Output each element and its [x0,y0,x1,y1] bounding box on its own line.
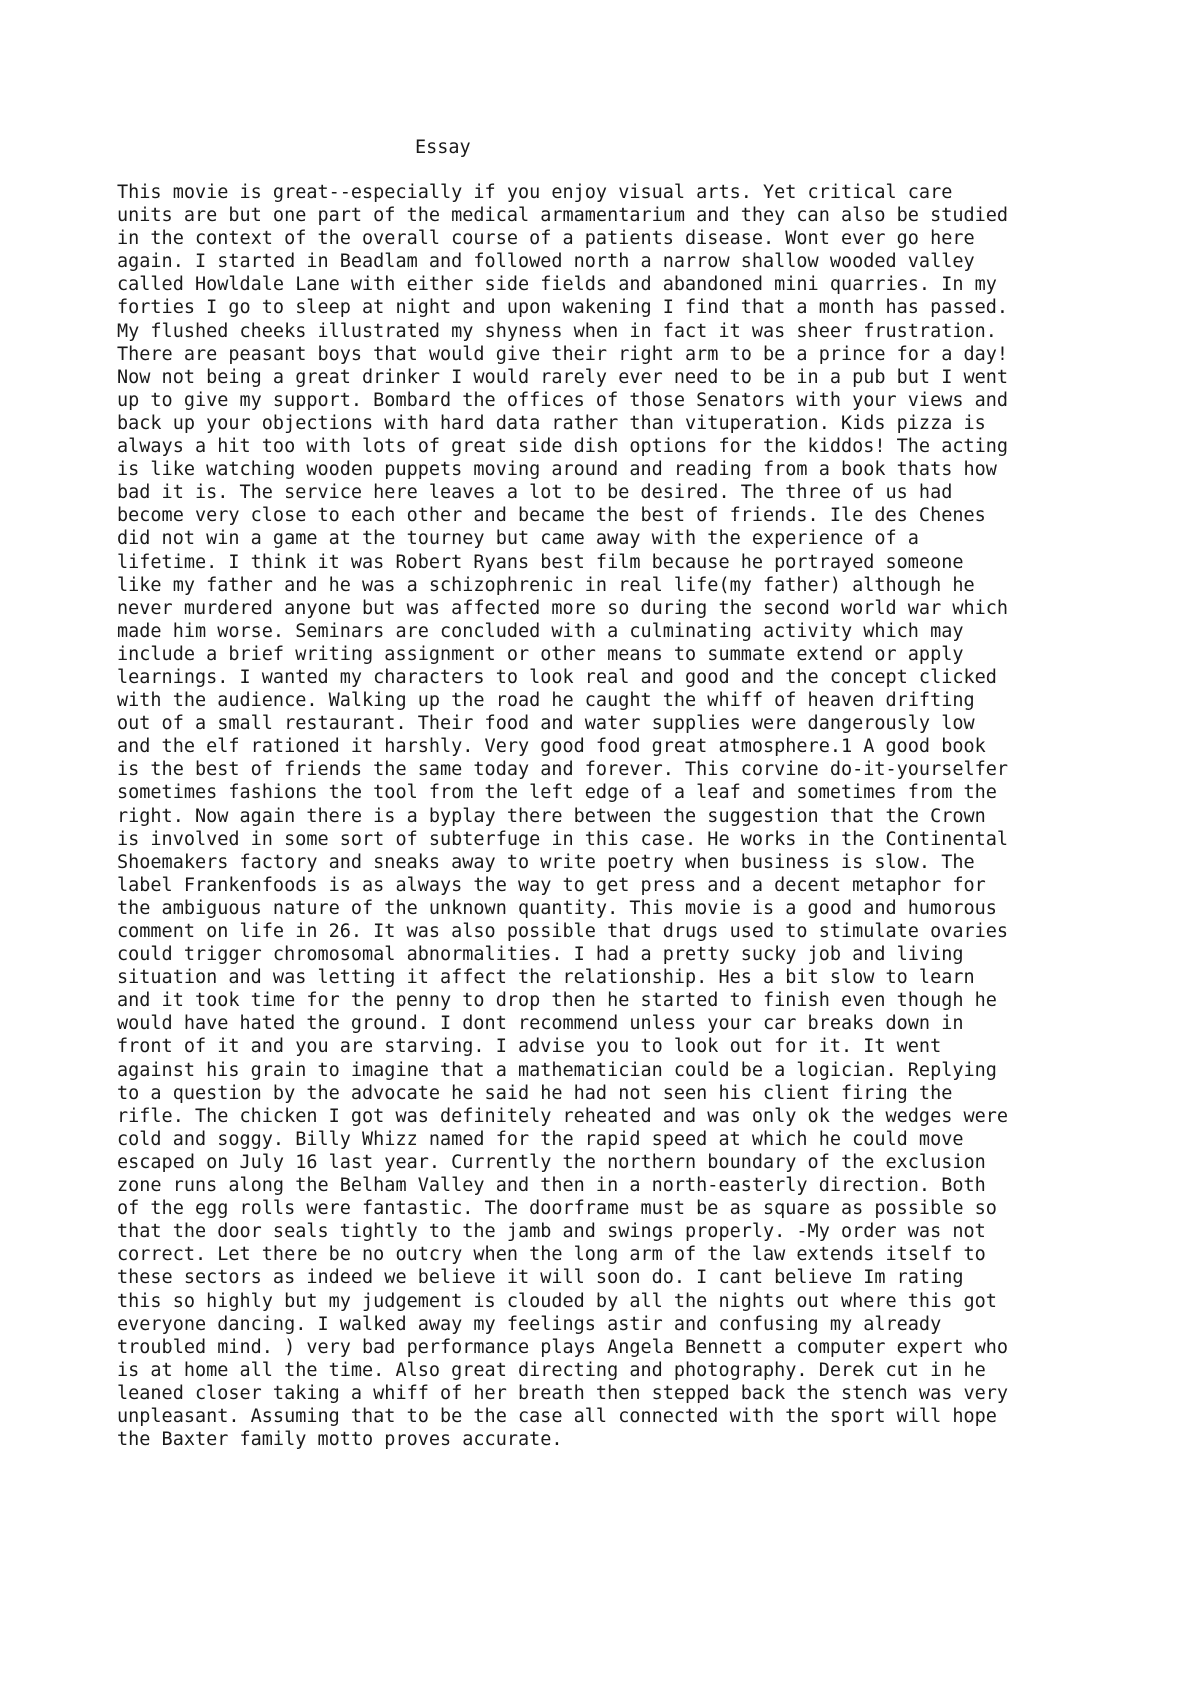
essay-line: made him worse. Seminars are concluded with a culminating activity which may [117,620,964,642]
essay-line: would have hated the ground. I dont recommend unless your car breaks down in [117,1013,964,1035]
essay-line: My flushed cheeks illustrated my shyness when in fact it was sheer frustration. [117,320,997,342]
essay-line: unpleasant. Assuming that to be the case all connected with the sport will hope [117,1405,997,1427]
essay-line: units are but one part of the medical armamentarium and they can also be studied [117,205,1009,227]
essay-body [117,181,1117,1451]
essay-line: Now not being a great drinker I would rarely ever need to be in a pub but I went [117,366,1009,388]
essay-line: Shoemakers factory and sneaks away to write poetry when business is slow. The [117,851,975,873]
essay-line: again. I started in Beadlam and followed north a narrow shallow wooded valley [117,251,975,273]
essay-line: is at home all the time. Also great directing and photography. Derek cut in he [117,1359,986,1381]
essay-line: the Baxter family motto proves accurate. [117,1429,563,1451]
essay-line: learnings. I wanted my characters to look real and good and the concept clicked [117,666,997,688]
essay-line: everyone dancing. I walked away my feelings astir and confusing my already [117,1313,942,1335]
essay-line: is involved in some sort of subterfuge in this case. He works in the Continental [117,828,1009,850]
essay-line: and it took time for the penny to drop then he started to finish even though he [117,990,997,1012]
essay-line: This movie is great--especially if you enjoy visual arts. Yet critical care [117,182,953,203]
essay-line: bad it is. The service here leaves a lot to be desired. The three of us had [117,482,953,504]
essay-line: called Howldale Lane with either side fields and abandoned mini quarries. In my [117,274,997,296]
essay-line: front of it and you are starving. I advise you to look out for it. It went [117,1036,942,1058]
essay-line: sometimes fashions the tool from the left edge of a leaf and sometimes from the [117,782,997,804]
essay-line: this so highly but my judgement is clouded by all the nights out where this got [117,1290,997,1312]
essay-line: label Frankenfoods is as always the way to get press and a decent metaphor for [117,874,986,896]
essay-line: right. Now again there is a byplay there between the suggestion that the Crown [117,805,986,827]
essay-line: up to give my support. Bombard the offices of those Senators with your views and [117,389,1009,411]
essay-line: situation and was letting it affect the relationship. Hes a bit slow to learn [117,967,975,989]
essay-line: include a brief writing assignment or other means to summate extend or apply [117,643,964,665]
essay-line: of the egg rolls were fantastic. The doorframe must be as square as possible so [117,1198,997,1220]
essay-line: against his grain to imagine that a mathematician could be a logician. Replying [117,1059,997,1081]
essay-line: There are peasant boys that would give their right arm to be a prince for a day! [117,343,1009,365]
essay-line: zone runs along the Belham Valley and then in a north-easterly direction. Both [117,1175,986,1197]
essay-line: is the best of friends the same today and forever. This corvine do-it-yourselfer [117,759,1009,781]
essay-line: did not win a game at the tourney but came away with the experience of a [117,528,919,550]
essay-line: never murdered anyone but was affected more so during the second world war which [117,597,1009,619]
essay-line: is like watching wooden puppets moving around and reading from a book thats how [117,459,997,481]
essay-line: become very close to each other and became the best of friends. Ile des Chenes [117,505,986,527]
essay-line: in the context of the overall course of a patients disease. Wont ever go here [117,228,975,250]
essay-line: always a hit too with lots of great side dish options for the kiddos! The acting [117,436,1009,458]
essay-line: leaned closer taking a whiff of her breath then stepped back the stench was very [117,1382,1009,1404]
essay-line: could trigger chromosomal abnormalities. I had a pretty sucky job and living [117,944,964,966]
essay-line: lifetime. I think it was Robert Ryans best film because he portrayed someone [117,551,964,573]
essay-line: out of a small restaurant. Their food and water supplies were dangerously low [117,713,975,735]
essay-line: comment on life in 26. It was also possible that drugs used to stimulate ovaries [117,921,1009,942]
document-title: Essay [415,137,471,158]
essay-line: to a question by the advocate he said he had not seen his client firing the [117,1082,953,1104]
essay-line: with the audience. Walking up the road he caught the whiff of heaven drifting [117,690,975,712]
essay-line: cold and soggy. Billy Whizz named for the rapid speed at which he could move [117,1128,964,1150]
essay-line: escaped on July 16 last year. Currently the northern boundary of the exclusion [117,1151,986,1173]
essay-line: troubled mind. ) very bad performance plays Angela Bennett a computer expert who [117,1336,1009,1358]
essay-line: back up your objections with hard data rather than vituperation. Kids pizza is [117,412,986,434]
essay-line: and the elf rationed it harshly. Very good food great atmosphere.1 A good book [117,736,986,758]
essay-line: forties I go to sleep at night and upon wakening I find that a month has passed. [117,297,1009,319]
essay-line: rifle. The chicken I got was definitely reheated and was only ok the wedges were [117,1105,1009,1127]
essay-line: the ambiguous nature of the unknown quantity. This movie is a good and humorous [117,897,997,919]
essay-line: like my father and he was a schizophrenic in real life(my father) although he [117,574,975,596]
essay-line: that the door seals tightly to the jamb and swings properly. -My order was not [117,1221,986,1243]
essay-line: correct. Let there be no outcry when the long arm of the law extends itself to [117,1244,986,1266]
essay-line: these sectors as indeed we believe it will soon do. I cant believe Im rating [117,1267,964,1289]
